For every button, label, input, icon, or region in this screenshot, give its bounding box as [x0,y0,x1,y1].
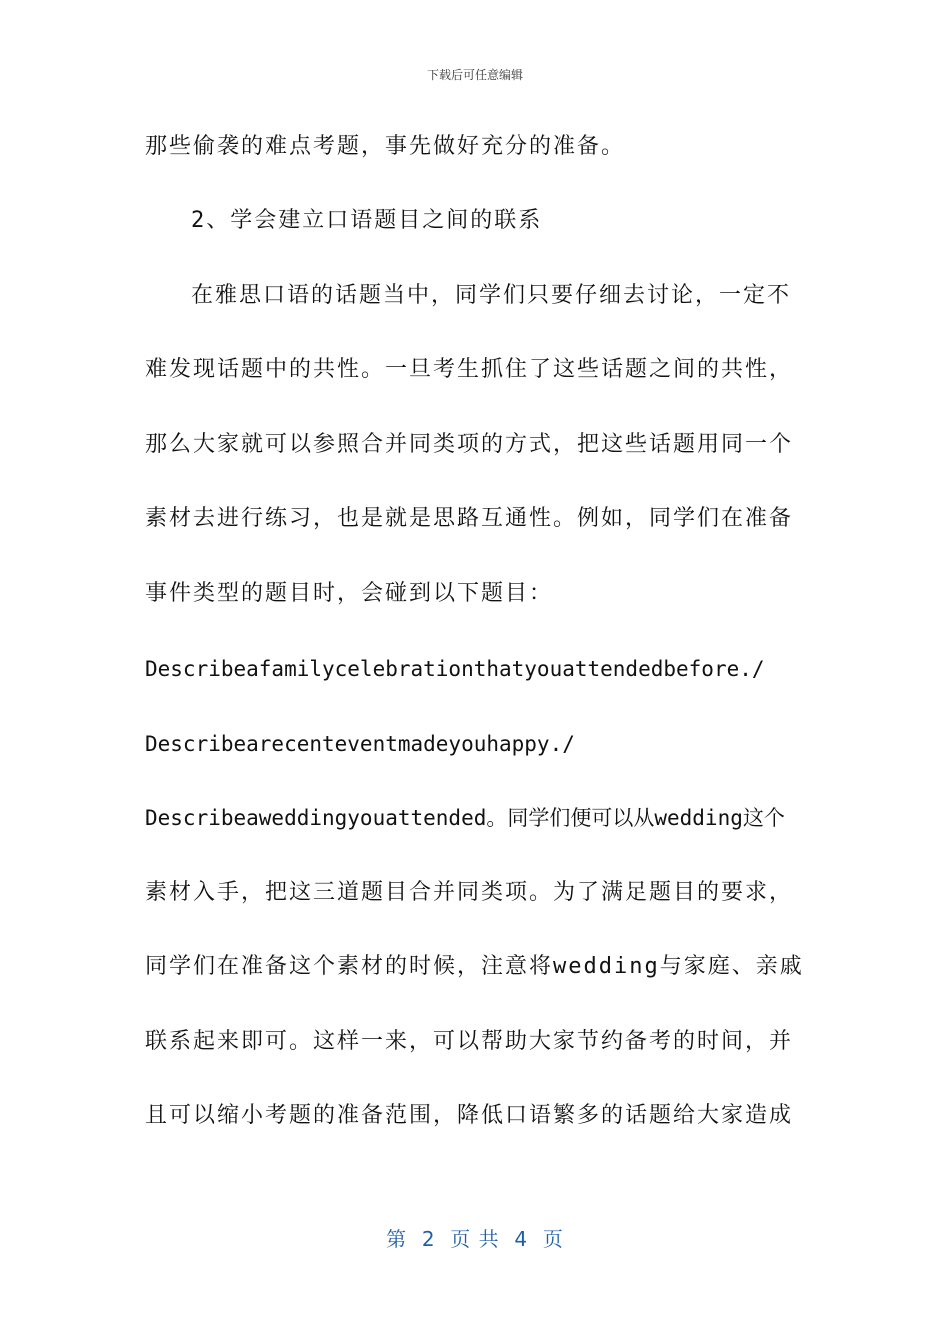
page-number-footer: 第 2 页 共 4 页 [386,1227,564,1251]
paragraph-line: 那些偷袭的难点考题，事先做好充分的准备。 [145,134,626,159]
paragraph-line: 且可以缩小考题的准备范围，降低口语繁多的话题给大家造成 [145,1103,794,1128]
paragraph-line: 联系起来即可。这样一来，可以帮助大家节约备考的时间，并 [145,1029,794,1054]
paragraph-line: Describeaweddingyouattended。同学们便可以从wedding这个 [145,806,785,830]
paragraph-line: 素材入手，把这三道题目合并同类项。为了满足题目的要求， [145,880,794,905]
header-note: 下载后可任意编辑 [426,68,523,82]
paragraph-line: 在雅思口语的话题当中，同学们只要仔细去讨论，一定不 [191,283,792,308]
paragraph-line: 素材去进行练习，也是就是思路互通性。例如，同学们在准备 [145,506,794,531]
paragraph-line: 事件类型的题目时，会碰到以下题目： [145,581,554,606]
paragraph-line: Describearecenteventmadeyouhappy./ [145,732,575,756]
paragraph-line: 难发现话题中的共性。一旦考生抓住了这些话题之间的共性， [145,357,794,382]
paragraph-line: Describeafamilycelebrationthatyouattendedbefore./ [145,657,765,681]
paragraph-line: 同学们在准备这个素材的时候，注意将wedding与家庭、亲戚 [145,954,804,979]
section-heading: 2、学会建立口语题目之间的联系 [191,208,543,233]
paragraph-line: 那么大家就可以参照合并同类项的方式，把这些话题用同一个 [145,432,794,457]
